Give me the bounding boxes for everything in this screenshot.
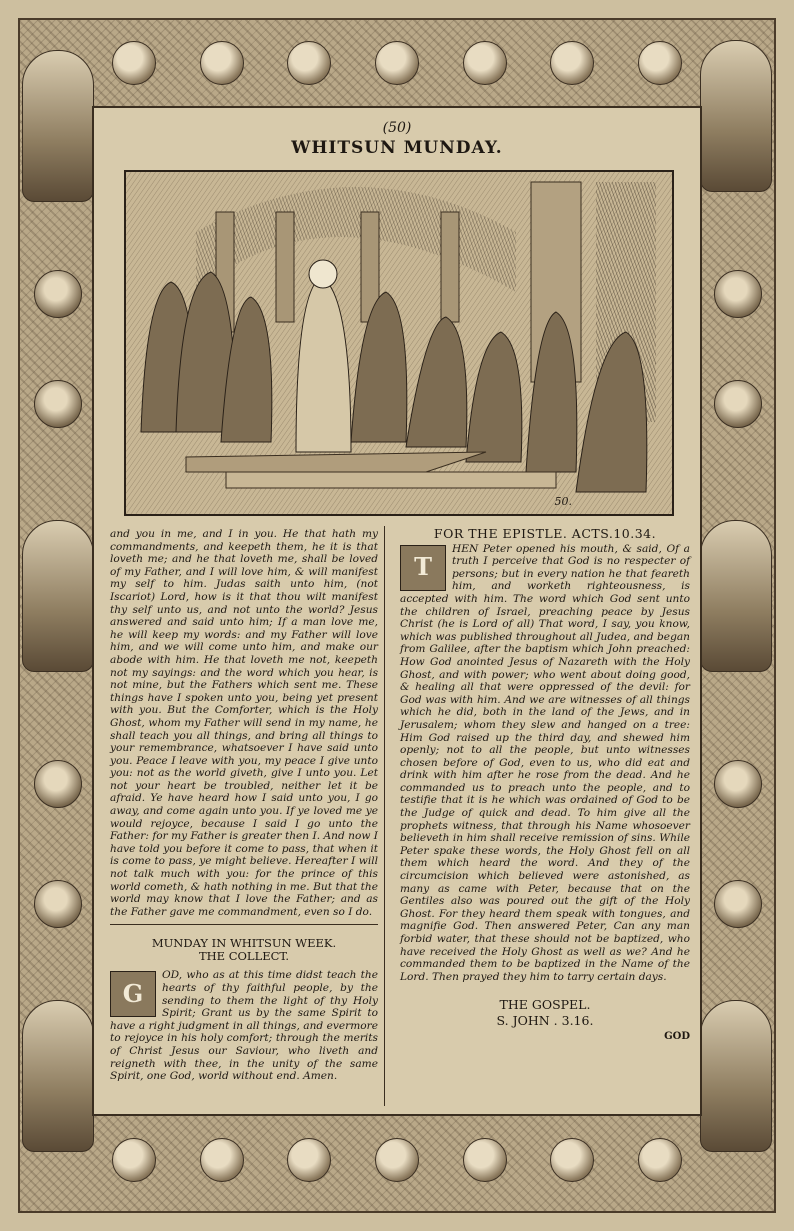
page-title: WHITSUN MUNDAY. bbox=[291, 138, 503, 158]
right-column bbox=[400, 528, 690, 1044]
cherub-icon bbox=[287, 1138, 331, 1182]
cherub-icon bbox=[638, 1138, 682, 1182]
cherub-icon bbox=[375, 1138, 419, 1182]
cherub-icon bbox=[375, 41, 419, 85]
apostle-figure-icon bbox=[700, 520, 772, 672]
epistle-dropcap: T bbox=[400, 545, 446, 591]
collect-dropcap: G bbox=[110, 971, 156, 1017]
collect-block bbox=[110, 969, 378, 1082]
apostle-figure-icon bbox=[22, 50, 94, 202]
section-rule bbox=[110, 924, 378, 925]
gospel-reference: S. JOHN . 3.16. bbox=[496, 1013, 594, 1029]
cherub-icon bbox=[463, 41, 507, 85]
epistle-text: HEN Peter opened his mouth, & said, Of a truth I perceive that God is no respecter of persons; but in every nation he that feareth him, and worketh righteousness, is accepted with him. The word which God sent unto the children of Israel, preaching peace by Jesus Christ (he is Lord of all) That word, I say, you know, which was published throughout all Judea, and began from Galilee, after the baptism which John preached: How God anointed Jesus of Nazareth with the Holy Ghost, and with power; who went about doing good, & healing all that were oppressed of the devil: for God was with him. And we are witnesses of all things which he did, both in the land of the Jews, and in Jerusalem; whom they slew and hanged on a tree: Him God raised up the third day, and shewed him openly; not to all the people, but unto witnesses chosen before of God, even to us, who did eat and drink with him after he rose from the dead. And he commanded us to preach unto the people, and to testifie that it is he which was ordained of God to be the Judge of quick and dead. To him give all the prophets witness, that through his Name whosoever believeth in him shall receive remission of sins. While Peter spake these words, the Holy Ghost fell on all them which heard the word. And they of the circumcision which believed were astonished, as many as came with Peter, because that on the Gentiles also was poured out the gift of the Holy Ghost. For they heard them speak with tongues, and magnifie God. Then answered Peter, Can any man forbid water, that these should not be baptized, who have received the Holy Ghost as well as we? And he commanded them to be baptized in the Name of the Lord. Then prayed they him to tarry certain days. bbox=[400, 542, 690, 983]
engraving-illustration bbox=[124, 170, 674, 516]
top-cherub-garland bbox=[90, 28, 704, 98]
section-heading bbox=[110, 937, 378, 963]
catchword: GOD bbox=[664, 1031, 690, 1043]
cherub-icon bbox=[34, 880, 82, 928]
epistle-heading: FOR THE EPISTLE. ACTS.10.34. bbox=[433, 526, 657, 541]
apostle-figure-icon bbox=[700, 1000, 772, 1152]
gospel-heading-block bbox=[400, 997, 690, 1029]
cherub-icon bbox=[112, 1138, 156, 1182]
apostle-figure-icon bbox=[700, 40, 772, 192]
section-heading-day: MUNDAY IN WHITSUN WEEK. bbox=[151, 936, 337, 951]
cherub-icon bbox=[550, 41, 594, 85]
left-column bbox=[110, 528, 378, 1083]
apostle-figure-icon bbox=[22, 520, 94, 672]
cherub-icon bbox=[714, 380, 762, 428]
cherub-icon bbox=[34, 760, 82, 808]
cherub-icon bbox=[34, 380, 82, 428]
engraving-scene-icon bbox=[126, 172, 672, 514]
cherub-icon bbox=[714, 270, 762, 318]
page-number: (50) bbox=[382, 120, 412, 136]
section-heading-collect: THE COLLECT. bbox=[198, 949, 290, 964]
cherub-icon bbox=[34, 270, 82, 318]
plate-number: 50. bbox=[554, 495, 572, 508]
cherub-icon bbox=[287, 41, 331, 85]
text-panel bbox=[92, 106, 702, 1116]
cherub-icon bbox=[200, 1138, 244, 1182]
cherub-icon bbox=[112, 41, 156, 85]
gospel-continuation-text: and you in me, and I in you. He that hath my commandments, and keepeth them, he it is that loveth me; and he that loveth me, shall be loved of my Father, and I will love him, & will manifest my self to him. Judas saith unto him, (not Iscariot) Lord, how is it that thou wilt manifest thy self unto us, and not unto the world? Jesus answered and said unto him; If a man love me, he will keep my words: and my Father will love him, and we will come unto him, and make our abode with him. He that loveth me not, keepeth not my sayings: and the word which you hear, is not mine, but the Fathers which sent me. These things have I spoken unto you, being yet present with you. But the Comforter, which is the Holy Ghost, whom my Father will send in my name, he shall teach you all things, and bring all things to your remembrance, whatsoever I have said unto you. Peace I leave with you, my peace I give unto you: not as the world giveth, give I unto you. Let not your heart be troubled, neither let it be afraid. Ye have heard how I said unto you, I go away, and come again unto you. If ye loved me ye would rejoyce, because I said I go unto the Father: for my Father is greater then I. And now I have told you before it come to pass, that when it is come to pass, ye might believe. Hereafter I will not talk much with you: for the prince of this world cometh, & hath nothing in me. But that the world may know that I love the Father; and as the Father gave me commandment, even so I do. bbox=[110, 528, 378, 918]
cherub-icon bbox=[550, 1138, 594, 1182]
cherub-icon bbox=[200, 41, 244, 85]
collect-text: OD, who as at this time didst teach the hearts of thy faithful people, by the sending to them the light of thy Holy Spirit; Grant us by the same Spirit to have a right judgment in all things, and evermore to rejoyce in his holy comfort; through the merits of Christ Jesus our Saviour, who liveth and reigneth with thee, in the unity of the same Spirit, one God, world without end. Amen. bbox=[110, 969, 378, 1083]
column-divider bbox=[384, 526, 385, 1106]
cherub-icon bbox=[714, 880, 762, 928]
cherub-icon bbox=[638, 41, 682, 85]
cherub-icon bbox=[714, 760, 762, 808]
bottom-cherub-garland bbox=[90, 1125, 704, 1195]
gospel-heading: THE GOSPEL. bbox=[499, 997, 591, 1013]
cherub-icon bbox=[463, 1138, 507, 1182]
epistle-block bbox=[400, 543, 690, 984]
apostle-figure-icon bbox=[22, 1000, 94, 1152]
